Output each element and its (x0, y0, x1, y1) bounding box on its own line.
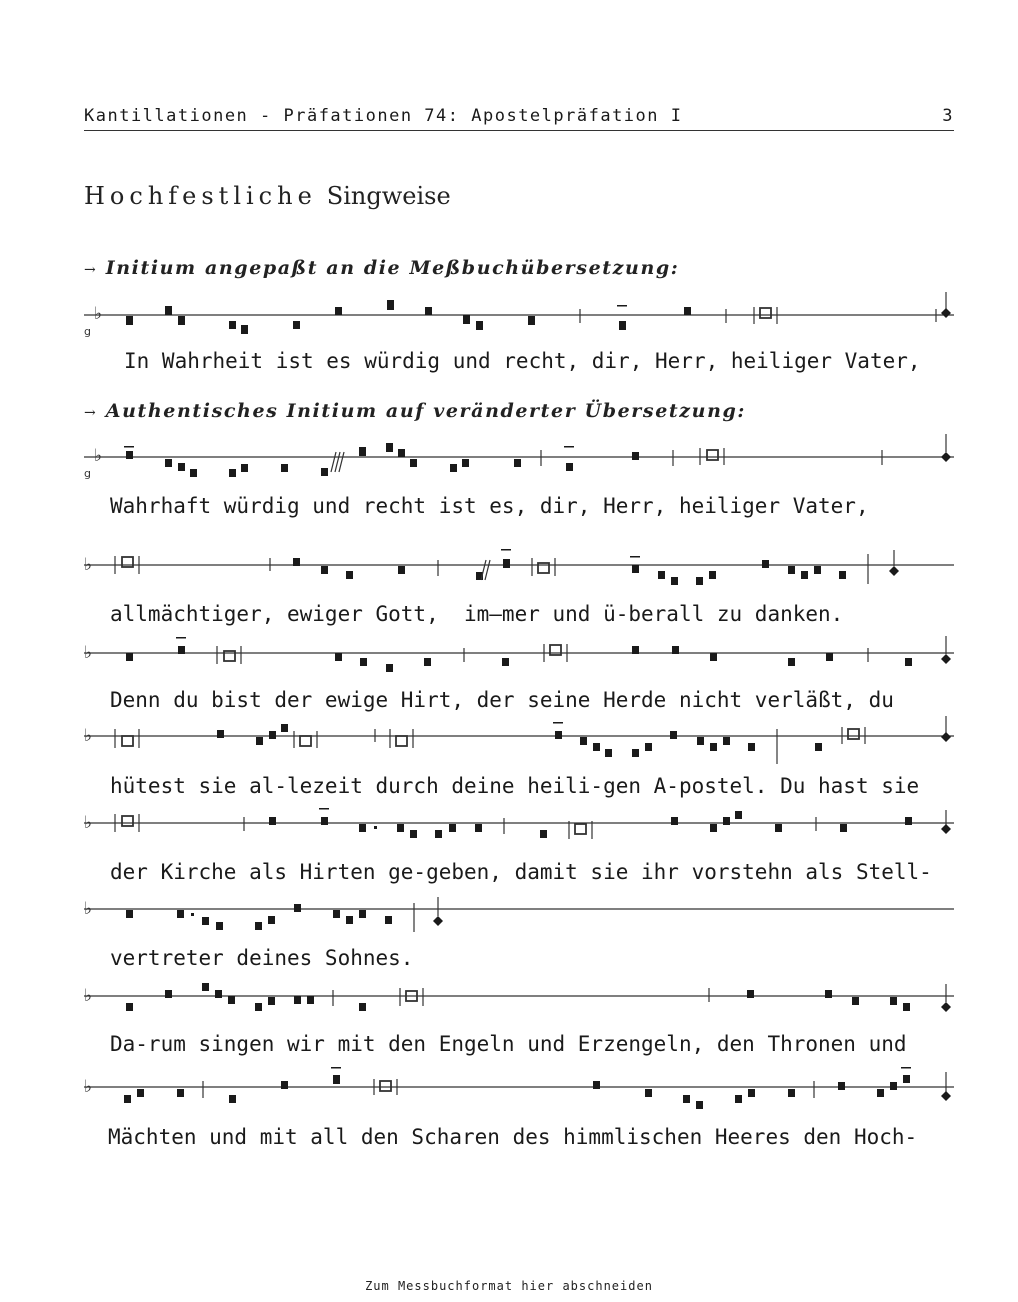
note-initium-adapted-text: Initium angepaßt an die Meßbuchübersetzung: (105, 257, 680, 279)
section-title-spaced: Hochfestliche (84, 182, 317, 210)
chant-staff-7 (80, 892, 956, 938)
flat-clef: ♭ (84, 986, 93, 1006)
lyric-line-9: Mächten und mit all den Scharen des himmlischen Heeres den Hoch- (108, 1125, 918, 1149)
chant-staff-9 (80, 1064, 956, 1116)
lyric-line-1: In Wahrheit ist es würdig und recht, dir, Herr, heiliger Vater, (124, 349, 921, 373)
arrow-icon: → (84, 262, 96, 278)
section-title-rest: Singweise (326, 182, 451, 210)
g-clef: g (84, 325, 91, 338)
chant-staff-6 (80, 804, 956, 850)
chant-staff-5 (80, 716, 956, 768)
flat-clef: ♭ (94, 304, 103, 324)
flat-clef: ♭ (84, 813, 93, 833)
section-title (84, 182, 451, 210)
lyric-line-5: hütest sie al-lezeit durch deine heili-gen A-postel. Du hast sie (110, 774, 920, 798)
note-initium-authentic (84, 400, 746, 422)
arrow-icon: → (84, 405, 96, 421)
lyric-line-6: der Kirche als Hirten ge-geben, damit sie ihr vorstehn als Stell- (110, 860, 932, 884)
chant-staff-1 (80, 290, 956, 340)
lyric-line-8: Da-rum singen wir mit den Engeln und Erzengeln, den Thronen und (110, 1032, 907, 1056)
header-title: Kantillationen - Präfationen 74: Apostelpräfation I (84, 106, 683, 126)
chant-staff-2 (80, 432, 956, 482)
chant-staff-8 (80, 976, 956, 1022)
note-initium-adapted (84, 257, 679, 279)
flat-clef: ♭ (84, 643, 93, 663)
note-initium-authentic-text: Authentisches Initium auf veränderter Übersetzung: (105, 400, 746, 422)
lyric-line-4: Denn du bist der ewige Hirt, der seine Herde nicht verläßt, du (110, 688, 894, 712)
footer-cut-note: Zum Messbuchformat hier abschneiden (365, 1279, 653, 1293)
page-header (84, 104, 954, 131)
lyric-line-2: Wahrhaft würdig und recht ist es, dir, Herr, heiliger Vater, (110, 494, 869, 518)
flat-clef: ♭ (94, 446, 103, 466)
g-clef: g (84, 467, 91, 480)
flat-clef: ♭ (84, 899, 93, 919)
page-number: 3 (942, 106, 954, 126)
lyric-line-7: vertreter deines Sohnes. (110, 946, 414, 970)
flat-clef: ♭ (84, 1077, 93, 1097)
flat-clef: ♭ (84, 555, 93, 575)
chant-staff-3 (80, 546, 956, 592)
flat-clef: ♭ (84, 726, 93, 746)
lyric-line-3: allmächtiger, ewiger Gott, im—mer und ü-berall zu danken. (110, 602, 844, 626)
chant-staff-4 (80, 634, 956, 680)
